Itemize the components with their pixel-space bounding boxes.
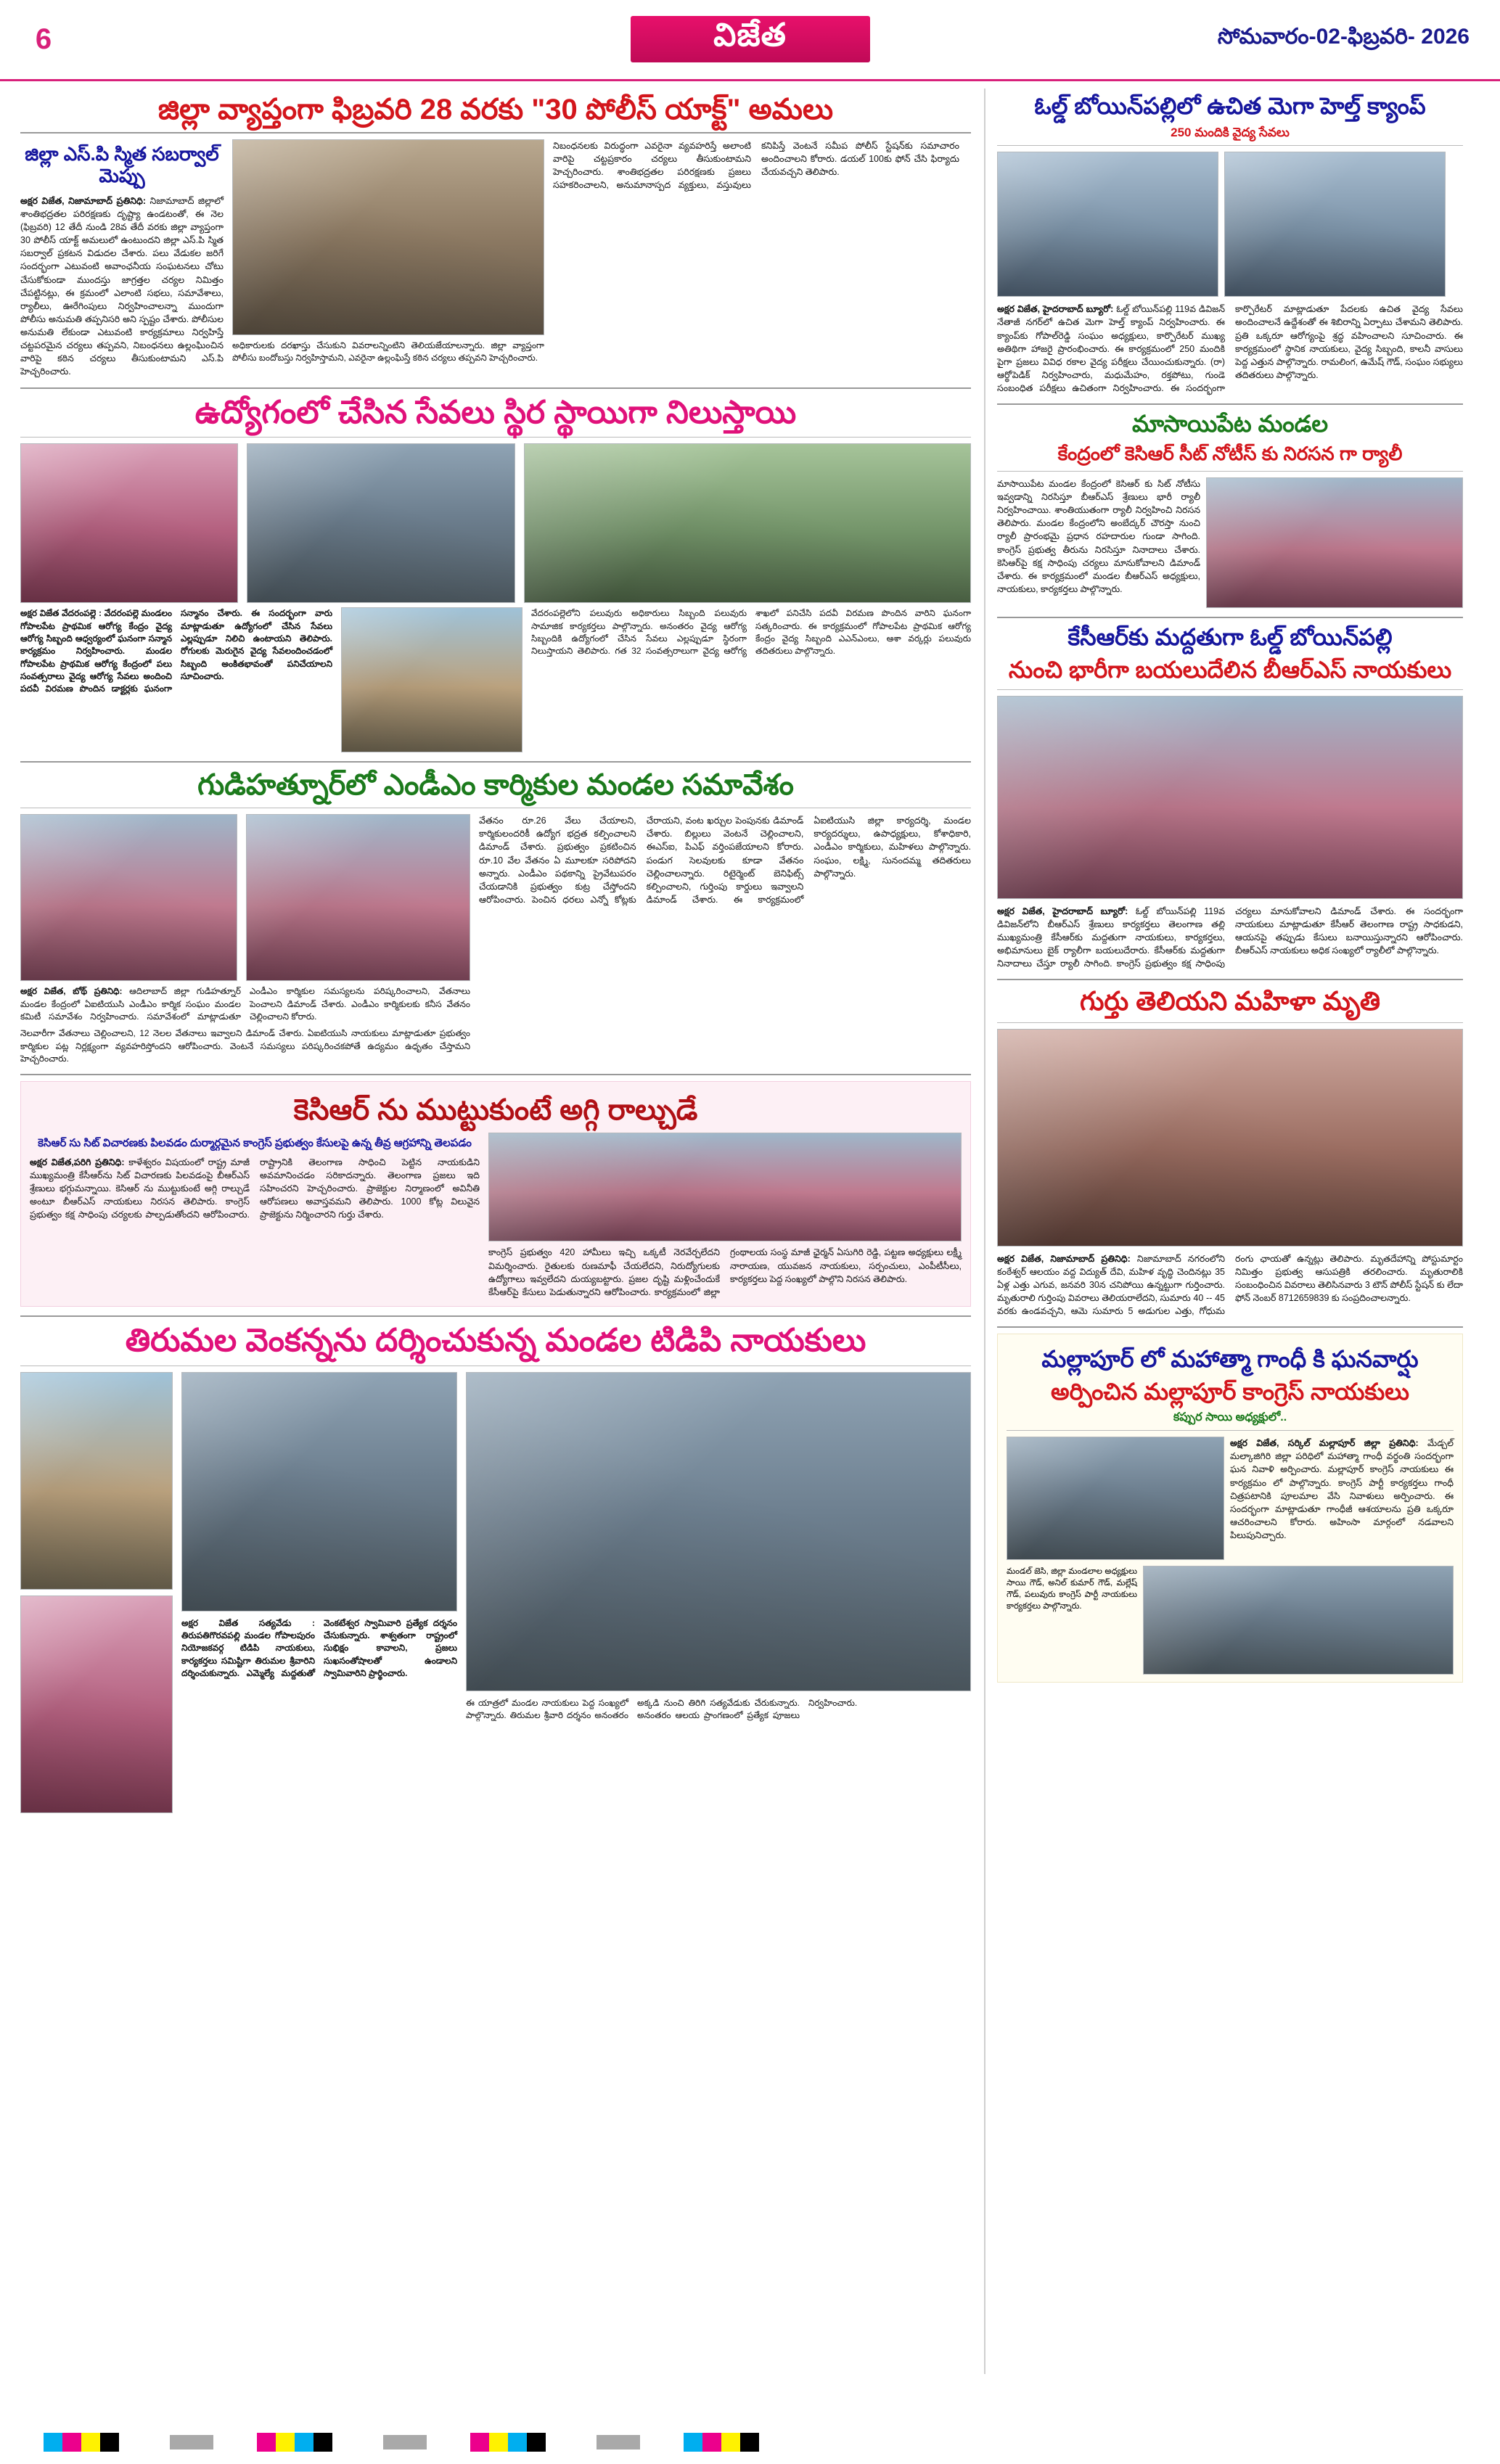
- story-kcr-protest-headline: కెసిఆర్ ను ముట్టుకుంటే అగ్గి రాల్చుడే: [293, 1094, 698, 1127]
- story-health-camp-text: [997, 303, 1463, 395]
- story-police-act-headline: జిల్లా వ్యాప్తంగా ఫిబ్రవరి 28 వరకు "30 పోలీస్ యాక్ట్" అమలు: [157, 94, 834, 126]
- story-service-honour-caption-left: [20, 607, 332, 752]
- story-service-honour-caption-left-text: అక్షర విజేత వేదరంపల్లె : వేదరంపల్లె మండలం గోపాలపేట ప్రాథమిక ఆరోగ్య కేంద్రం వైద్య ఆరోగ్య సిబ్బంది ఆధ్వర్యంలో ఘనంగా సన్మాన కార్యక్రమం నిర్వహించారు. మండల గోపాలపేట ప్రాథమిక ఆరోగ్య కేంద్రంలో పలు సంవత్సరాలు వైద్య ఆరోగ్య సేవలు అందించి పదవీ విరమణ పొందిన డాక్టర్లకు ఘనంగా సన్మానం చేశారు. ఈ సందర్భంగా వారు మాట్లాడుతూ ఉద్యోగంలో చేసిన సేవలు ఎల్లప్పుడూ నిలిచి ఉంటాయని తెలిపారు. రోగులకు మెరుగైన వైద్య సేవలందించడంలో సిబ్బంది అంకితభావంతో పనిచేయాలని సూచించారు.: [20, 608, 332, 694]
- color-swatch: [470, 2433, 489, 2452]
- color-swatch: [508, 2433, 527, 2452]
- story-gandhi-photo-2: [1143, 1566, 1454, 1675]
- story-kcr-protest-photo: [488, 1133, 962, 1241]
- story-tirumala-tdp: [20, 1323, 971, 1813]
- right-column: [984, 89, 1463, 2374]
- story-unknown-woman-headline: గుర్తు తెలియని మహిళా మృతి: [1079, 986, 1381, 1017]
- left-column: [20, 89, 971, 2374]
- story-police-act-body1: నిజామాబాద్ జిల్లాలో శాంతిభద్రతల పరిరక్షణకు దృష్ట్యా ఉండటంతో, ఈ నెల (ఫిబ్రవరి) 12 తేదీ నుండి 28వ తేదీ వరకు జిల్లా వ్యాప్తంగా 30 పోలీస్ యాక్ట్ అమలులో ఉంటుందని జిల్లా ఎస్.పి స్మిత సబర్వాల్ ప్రకటన విడుదల చేశారు. పలు వేడుకల జరిగే సందర్భంగా ఎటువంటి అవాంఛనీయ సంఘటనలు చోటు చేసుకోకుండా ముందస్తు జాగ్రత్తల చర్యల నిమిత్తం చేపట్టినట్లు, ఈ క్రమంలో ఎలాంటి సభలు, సమావేశాలు, ర్యాలీలు, ఊరేగింపులు నిర్వహించాలన్నా ముందుగా పోలీసు అనుమతి తప్పనిసరి అని స్పష్టం చేశారు. పోలీసుల అనుమతి లేకుండా ఎటువంటి కార్యక్రమాలు నిర్వహిస్తే చట్టపరమైన చర్యలు తప్పవని, నిబంధనలు ఉల్లంఘించిన వారిపై కఠిన చర్యలు తీసుకుంటామని ఎస్.పి హెచ్చరించారు.: [20, 195, 224, 377]
- story-masaipet-rally: [997, 411, 1463, 608]
- grey-marker-1: [170, 2435, 213, 2449]
- color-swatch: [740, 2433, 759, 2452]
- story-mdm-byline: అక్షర విజేత, బోథ్ ప్రతినిధి:: [20, 986, 123, 997]
- swatch-group-3: [470, 2433, 546, 2452]
- story-unknown-woman-text: [997, 1252, 1463, 1318]
- logo-text: విజేత: [631, 16, 870, 62]
- page-body: [0, 81, 1500, 2374]
- story-kcr-protest-text-left: [30, 1156, 480, 1222]
- story-service-honour: [20, 395, 971, 753]
- issue-date: సోమవారం-02-ఫిబ్రవరి- 2026: [1217, 25, 1470, 49]
- grey-marker-3: [597, 2435, 640, 2449]
- story-tirumala-caption-1-text: అక్షర విజేత సత్యవేడు : తిరుపతిగొరవపల్లి మండల గోపాలపురం నియోజకవర్గ టిడిపి నాయకులు, కార్యకర్తలు సమిష్టిగా తిరుమల శ్రీవారిని దర్శించుకున్నారు. ఎమ్మెల్యే మద్దతుతో వెంకటేశ్వర స్వామివారి ప్రత్యేక దర్శనం చేసుకున్నారు. శాశ్వతంగా రాష్ట్రంలో సుభిక్షం కావాలని, ప్రజలు సుఖసంతోషాలతో ఉండాలని స్వామివారిని ప్రార్థించారు.: [181, 1617, 457, 1679]
- story-kcr-protest-col2: రాష్ట్రానికి తెలంగాణ సాధించి పెట్టిన నాయకుడిని అవమానించడం సరికాదన్నారు. తెలంగాణ ప్రజలు ఇది సహించరని హెచ్చరించారు. ప్రాజెక్టుల నిర్మాణంలో అవినీతి ఆరోపణలు అవాస్తవమని తెలిపారు. 1000 కోట్ల విలువైన ప్రాజెక్టును నిర్మించారని గుర్తు చేశారు.: [260, 1157, 480, 1220]
- story-health-camp-byline: అక్షర విజేత, హైదరాబాద్ బ్యూరో:: [997, 304, 1114, 315]
- color-swatch: [684, 2433, 702, 2452]
- story-police-act-subhead: జిల్లా ఎస్.పి స్మిత సబర్వాల్ మెప్పు: [25, 143, 219, 186]
- story-gandhi-body: మేడ్చల్ మల్కాజిగిరి జిల్లా పరిధిలో మహాత్మా గాంధీ వర్థంతి సందర్భంగా ఘన నివాళి అర్పించారు. మల్లాపూర్ కాంగ్రెస్ నాయకులు ఈ కార్యక్రమం లో పాల్గొన్నారు. కాంగ్రెస్ పార్టీ కార్యకర్తలు గాంధీ చిత్రపటానికి పూలమాల వేసి నివాళులు అర్పించారు. ఈ సందర్భంగా మాట్లాడుతూ గాంధీజీ ఆశయాలను ప్రతి ఒక్కరూ ఆచరించాలని కోరారు. అహింసా మార్గంలో నడవాలని పిలుపునిచ్చారు.: [1230, 1438, 1454, 1540]
- story-gandhi-tail-text: మండల్ జెసి, జిల్లా మండలాల అధ్యక్షులు సాయి గౌడ్, అనిల్ కుమార్ గౌడ్, మల్లేష్ గౌడ్, పలువురు కాంగ్రెస్ పార్టీ నాయకులు కార్యకర్తలు పాల్గొన్నారు.: [1007, 1567, 1137, 1611]
- story-health-camp-photo-1: [997, 152, 1218, 297]
- story-tirumala-photo-1: [20, 1372, 173, 1590]
- story-service-honour-headline: ఉద్యోగంలో చేసిన సేవలు స్థిర స్థాయిగా నిలుస్తాయి: [194, 394, 797, 430]
- story-mdm-photo-1: [20, 814, 237, 981]
- color-swatch: [62, 2433, 81, 2452]
- story-health-camp-photo-2: [1224, 152, 1446, 297]
- color-swatch: [721, 2433, 740, 2452]
- story-service-honour-photo-4: [341, 607, 522, 752]
- story-police-act-photo: [232, 139, 544, 335]
- story-tirumala-caption-2: ఈ యాత్రలో మండల నాయకులు పెద్ద సంఖ్యలో పాల్గొన్నారు. తిరుమల శ్రీవారి దర్శనం అనంతరం అక్కడి నుంచి తిరిగి సత్యవేడుకు చేరుకున్నారు. అనంతరం ఆలయ ప్రాంగణంలో ప్రత్యేక పూజలు నిర్వహించారు.: [466, 1697, 858, 1720]
- swatch-group-1: [44, 2433, 119, 2452]
- story-masaipet-photo: [1206, 477, 1463, 608]
- story-mdm-col2: నెలవారీగా వేతనాలు చెల్లించాలని, 12 నెలల వేతనాలు ఇవ్వాలని డిమాండ్ చేశారు. ఏఐటియుసి నాయకులు మాట్లాడుతూ ప్రభుత్వం కార్మికుల పట్ల నిర్లక్ష్యంగా వ్యవహరిస్తోందని ఆరోపించారు. వెంటనే సమస్యలు పరిష్కరించకపోతే ఉద్యమం ఉధృతం చేస్తామని హెచ్చరించారు.: [20, 1028, 470, 1064]
- story-tirumala-photo-3: [181, 1372, 457, 1611]
- story-service-honour-caption-right: వేదరంపల్లెలోని పలువురు అధికారులు సిబ్బంది పలువురు సామాజిక కార్యకర్తలు పాల్గొన్నారు. అనంతరం వైద్య ఆరోగ్య సిబ్బందికి ఉద్యోగంలో చేసిన సేవలు ఎల్లప్పుడూ స్థిరంగా నిలుస్తాయని తెలిపారు. గత 32 సంవత్సరాలుగా వైద్య ఆరోగ్య శాఖలో పనిచేసి పదవీ విరమణ పొందిన వారిని ఘనంగా సత్కరించారు. ఈ కార్యక్రమంలో గోపాలపేట ప్రాథమిక ఆరోగ్య కేంద్రం వైద్య సిబ్బంది ఎఎన్ఎంలు, ఆశా వర్కర్లు పలువురు తదితరులు పాల్గొన్నారు.: [531, 608, 971, 657]
- story-brs-rally-headline-2: నుంచి భారీగా బయలుదేలిన బీఆర్ఎస్ నాయకులు: [1008, 656, 1452, 683]
- story-gandhi-subhead: కప్పుర సాయి అధ్యక్షులో..: [1173, 1410, 1287, 1424]
- story-service-honour-photo-2: [247, 443, 515, 603]
- story-kcr-protest-col1: కాళేశ్వరం విషయంలో రాష్ట్ర మాజీ ముఖ్యమంత్రి కేసీఆర్‌ను సిట్ విచారణకు పిలవడంపై బీఆర్ఎస్ శ్రేణులు భగ్గుమన్నాయి. కెసిఆర్ ను ముట్టుకుంటే అగ్గి రాల్చుడే అంటూ బీఆర్ఎస్ నాయకులు నిరసన తెలిపారు. కాంగ్రెస్ ప్రభుత్వం కక్ష సాధింపు చర్యలకు పాల్పడుతోందని ఆరోపించారు.: [30, 1157, 250, 1220]
- color-swatch: [276, 2433, 295, 2452]
- story-police-act: [20, 93, 971, 379]
- story-gandhi-tribute: [997, 1334, 1463, 1683]
- story-mdm-meeting-headline: గుడిహత్నూర్‌లో ఎండీఎం కార్మికుల మండల సమావేశం: [197, 769, 794, 802]
- color-swatch: [257, 2433, 276, 2452]
- story-unknown-woman-death: [997, 986, 1463, 1318]
- color-swatch: [702, 2433, 721, 2452]
- story-tirumala-photo-4: [466, 1372, 971, 1691]
- story-masaipet-body: మాసాయిపేట మండల కేంద్రంలో కెసిఆర్ కు సిట్ నోటీసు ఇవ్వడాన్ని నిరసిస్తూ బీఆర్ఎస్ శ్రేణులు భారీ ర్యాలీ నిర్వహించాయి. శాంతియుతంగా ర్యాలీ నిర్వహించి నిరసన తెలిపారు. మండల కేంద్రంలోని అంబేద్కర్ చౌరస్తా నుంచి ర్యాలీ ప్రారంభమై ప్రధాన రహదారుల గుండా సాగింది. కాంగ్రెస్ ప్రభుత్వ తీరును నిరసిస్తూ నినాదాలు చేశారు. కెసిఆర్‌పై కక్ష సాధింపు చర్యలు మానుకోవాలని డిమాండ్ చేశారు. ఈ కార్యక్రమంలో మండల బీఆర్ఎస్ అధ్యక్షులు, నాయకులు, కార్యకర్తలు పాల్గొన్నారు.: [997, 478, 1200, 594]
- story-gandhi-text: [1230, 1437, 1454, 1560]
- story-service-honour-photo-1: [20, 443, 238, 603]
- newspaper-logo: [627, 6, 874, 73]
- color-swatch: [295, 2433, 313, 2452]
- color-swatch: [489, 2433, 508, 2452]
- color-swatch: [527, 2433, 546, 2452]
- story-health-camp-headline: ఓల్డ్ బోయిన్‌పల్లిలో ఉచిత మెగా హెల్త్ క్యాంప్: [1034, 93, 1426, 119]
- color-swatch: [100, 2433, 119, 2452]
- story-kcr-protest-byline: అక్షర విజేత,పరిగి ప్రతినిధి:: [30, 1157, 125, 1167]
- story-kcr-protest: [20, 1081, 971, 1307]
- story-unknown-woman-body: నిజామాబాద్ నగరంలోని కంఠేశ్వర్ ఆలయం వద్ద విద్యుత్ దేవి, మహిళ వృద్ధి చెందినట్లు 35 ఏళ్ల ఎత్తు ఎగువ, జనవరి 30న చనిపోయి ఉన్నట్టుగా గుర్తించారు. మృతురాలి గుర్తింపు వివరాలు తెలియరాలేదని, సుమారు 40 -- 45 వరకు ఉండవచ్చని, ఆమె సుమారు 5 అడుగుల ఎత్తు, గోధుమ రంగు ఛాయతో ఉన్నట్లు తెలిపారు. మృతదేహాన్ని పోస్టుమార్టం నిమిత్తం ప్రభుత్వ ఆసుపత్రికి తరలించారు. మృతురాలికి సంబంధించిన వివరాలు తెలిసినవారు 3 టౌన్ పోలీస్ స్టేషన్ కు లేదా ఫోన్ నెంబర్ 8712659839 కు సంప్రదించాలన్నారు.: [997, 1253, 1463, 1317]
- story-gandhi-headline-1: మల్లాపూర్ లో మహాత్మా గాంధీ కి ఘనవార్షు: [1041, 1346, 1419, 1373]
- story-mdm-col3: వేతనం రూ.26 వేలు చేయాలని, కార్మికులందరికీ ఉద్యోగ భద్రత కల్పించాలని డిమాండ్ చేశారు. ప్రభుత్వం ప్రకటించిన రూ.10 వేల వేతనం ఏ మూలకూ సరిపోదని అన్నారు. ఎండీఎం పథకాన్ని ప్రైవేటుపరం చేయడానికి ప్రభుత్వం కుట్ర చేస్తోందని ఆరోపించారు. పెంచిన ధరలు ఎన్నో కోట్లకు చేరాయని, వంట ఖర్చుల పెంపునకు డిమాండ్ చేశారు.: [479, 816, 804, 905]
- story-police-act-byline: అక్షర విజేత, నిజామాబాద్ ప్రతినిధి:: [20, 195, 146, 206]
- story-brs-rally-photo: [997, 696, 1463, 899]
- story-brs-rally-byline: అక్షర విజేత, హైదరాబాద్ బ్యూరో:: [997, 905, 1128, 916]
- story-mdm-caption: [20, 985, 470, 1023]
- story-police-act-caption: అధికారులకు దరఖాస్తు చేసుకుని వివరాలన్నింటిని తెలియజేయాలన్నారు. జిల్లా వ్యాప్తంగా పోలీసు బందోబస్తు నిర్వహిస్తామని, ఎవరైనా ఉల్లంఘిస్తే కఠిన చర్యలు తప్పవని హెచ్చరించారు.: [232, 340, 544, 364]
- story-kcr-protest-col3: కాంగ్రెస్ ప్రభుత్వం 420 హామీలు ఇచ్చి ఒక్కటీ నెరవేర్చలేదని విమర్శించారు. రైతులకు రుణమాఫీ చేయలేదని, నిరుద్యోగులకు ఉద్యోగాలు ఇవ్వలేదని దుయ్యబట్టారు. ప్రజల దృష్టి మళ్లించేందుకే కేసీఆర్‌పై కేసులు పెడుతున్నారని ఆరోపించారు.: [488, 1247, 720, 1297]
- color-swatch: [313, 2433, 332, 2452]
- masthead: [0, 0, 1500, 81]
- swatch-group-2: [257, 2433, 332, 2452]
- story-tirumala-caption-1: [181, 1617, 457, 1680]
- story-police-act-text-col2: నిబంధనలకు విరుద్ధంగా ఎవరైనా వ్యవహరిస్తే అలాంటి వారిపై చట్టప్రకారం చర్యలు తీసుకుంటామని హెచ్చరించారు. శాంతిభద్రతల పరిరక్షణకు ప్రజలు సహకరించాలని, అనుమానాస్పద వ్యక్తులు, వస్తువులు కనిపిస్తే వెంటనే సమీప పోలీస్ స్టేషన్‌కు సమాచారం అందించాలని కోరారు. డయల్ 100కు ఫోన్ చేసి ఫిర్యాదు చేయవచ్చని తెలిపారు.: [553, 141, 959, 191]
- story-kcr-protest-col4: కార్యక్రమంలో జిల్లా గ్రంథాలయ సంస్థ మాజీ ఛైర్మన్ ఏసుగిరి రెడ్డి, పట్టణ అధ్యక్షులు లక్ష్మీ నారాయణ, యువజన నాయకులు, సర్పంచులు, ఎంపీటీసీలు, కార్యకర్తలు పెద్ద సంఖ్యలో పాల్గొని నిరసన తెలిపారు.: [654, 1247, 962, 1297]
- story-gandhi-photo-1: [1007, 1437, 1224, 1560]
- story-tirumala-tdp-headline: తిరుమల వెంకన్నను దర్శించుకున్న మండల టిడిపి నాయకులు: [125, 1322, 866, 1358]
- swatch-group-4: [684, 2433, 759, 2452]
- page-number: 6: [35, 23, 52, 55]
- story-mdm-meeting: [20, 768, 971, 1065]
- story-mdm-col4: బిల్లులు వెంటనే చెల్లించాలని, ఈఎస్ఐ, పిఎఫ్ వర్తింపజేయాలని కోరారు. పండుగ సెలవులకు కూడా వేతనం చెల్లించాలన్నారు. రిటైర్మెంట్ బెనిఫిట్స్ కల్పించాలని, గుర్తింపు కార్డులు ఇవ్వాలని డిమాండ్ చేశారు.: [646, 829, 804, 905]
- story-kcr-protest-text-right: [488, 1246, 962, 1299]
- story-mdm-right-text: [479, 814, 971, 1065]
- story-gandhi-byline: అక్షర విజేత, సర్కిల్ మల్లాపూర్ జిల్లా ప్రతినిధి:: [1230, 1438, 1419, 1449]
- story-unknown-woman-byline: అక్షర విజేత, నిజామాబాద్ ప్రతినిధి:: [997, 1253, 1131, 1264]
- story-health-camp-subhead: 250 మందికి వైద్య సేవలు: [1171, 125, 1290, 139]
- story-mdm-col1: ఆదిలాబాద్ జిల్లా గుడిహత్నూర్ మండల కేంద్రంలో ఏఐటియుసి ఎండీఎం కార్మిక సంఘం మండల కమిటీ సమావేశం నిర్వహించారు. సమావేశంలో మాట్లాడుతూ ఎండీఎం కార్మికుల సమస్యలను పరిష్కరించాలని, వేతనాలు పెంచాలని డిమాండ్ చేశారు. ఎండీఎం కార్మికులకు కనీస వేతనం చెల్లించాలని కోరారు.: [20, 986, 470, 1022]
- story-mdm-col5: ఈ కార్యక్రమంలో ఏఐటియుసి జిల్లా కార్యదర్శి, మండల కార్యదర్శులు, ఉపాధ్యక్షులు, కోశాధికారి, ఎండీఎం కార్మికులు, మహిళలు పాల్గొన్నారు. సంఘం, లక్ష్మి, సునందమ్మ తదితరులు పాల్గొన్నారు.: [733, 816, 971, 905]
- story-service-honour-photo-3: [524, 443, 971, 603]
- print-registration-bar: [0, 2420, 1500, 2464]
- story-mdm-photo-2: [246, 814, 470, 981]
- story-health-camp: [997, 93, 1463, 395]
- grey-marker-2: [383, 2435, 427, 2449]
- story-brs-rally-text: [997, 905, 1463, 971]
- story-kcr-protest-subhead: కెసిఆర్ సు సిట్ విచారణకు పిలవడం దుర్మార్గమైన కాంగ్రెస్ ప్రభుత్వం కేసులపై ఉన్న తీవ్ర ఆగ్రహాన్ని తెలపడం: [38, 1137, 472, 1150]
- story-health-camp-body: ఓల్డ్ బోయిన్‌పల్లి 119వ డివిజన్ నేతాజీ నగర్‌లో ఉచిత మెగా హెల్త్ క్యాంప్ నిర్వహించారు. ఈ క్యాంప్‌కు గోపాల్‌రెడ్డి సంఘం అధ్యక్షులు, కార్పొరేటర్ ముఖ్య అతిథిగా హాజరై ప్రారంభించారు. ఈ కార్యక్రమంలో 250 మందికి పైగా ప్రజలు వివిధ రకాల వైద్య పరీక్షలు చేయించుకున్నారు. (రా) ఆర్థోపెడిక్ నిర్వహించారు, మధుమేహం, రక్తపోటు, గుండె సంబంధిత పరీక్షలు ఉచితంగా నిర్వహించారు. ఈ సందర్భంగా కార్పొరేటర్ మాట్లాడుతూ పేదలకు ఉచిత వైద్య సేవలు అందించాలనే ఉద్దేశంతో ఈ శిబిరాన్ని ఏర్పాటు చేశామని తెలిపారు. ప్రతి ఒక్కరూ ఆరోగ్యంపై శ్రద్ధ వహించాలని సూచించారు. ఈ కార్యక్రమంలో స్థానిక నాయకులు, వైద్య సిబ్బంది, కాలనీ వాసులు పెద్ద ఎత్తున పాల్గొన్నారు. రామలింగ, ఉమేష్ గౌడ్, సంఘం సభ్యులు తదితరులు పాల్గొన్నారు.: [997, 304, 1463, 394]
- story-masaipet-headline-2: కేంద్రంలో కెసిఆర్ సీట్ నోటీస్ కు నిరసన గా ర్యాలీ: [1057, 443, 1403, 465]
- story-gandhi-headline-2: అర్పించిన మల్లాపూర్ కాంగ్రెస్ నాయకులు: [1051, 1378, 1409, 1405]
- story-police-act-text-col1: [20, 194, 224, 379]
- story-masaipet-text-left: [997, 477, 1200, 608]
- story-brs-rally-body: ఓల్డ్ బోయిన్‌పల్లి 119వ డివిజన్‌లోని బీఆర్ఎస్ శ్రేణులు కార్యకర్తలు తెలంగాణ తల్లి ముఖ్యమంత్రి కేసీఆర్‌కు మద్దతుగా నాయకులు, కార్యకర్తలు, అభిమానులు బైక్ ర్యాలీగా బయలుదేరారు. కేసీఆర్‌కు మద్దతుగా నినాదాలు చేస్తూ ర్యాలీ సాగింది. కాంగ్రెస్ ప్రభుత్వం కక్ష సాధింపు చర్యలు మానుకోవాలని డిమాండ్ చేశారు. ఈ సందర్భంగా నాయకులు మాట్లాడుతూ కేసీఆర్ తెలంగాణ రాష్ట్ర సాధకుడని, ఆయనపై తప్పుడు కేసులు బనాయిస్తున్నారని ఆరోపించారు. బీఆర్ఎస్ నాయకులు అధిక సంఖ్యలో ర్యాలీలో పాల్గొన్నారు.: [997, 905, 1463, 969]
- story-unknown-woman-photo: [997, 1029, 1463, 1247]
- story-brs-bike-rally: [997, 624, 1463, 970]
- story-brs-rally-headline-1: కేసీఆర్‌కు మద్దతుగా ఓల్డ్ బోయిన్‌పల్లి: [1067, 623, 1393, 650]
- story-tirumala-photo-2: [20, 1596, 173, 1813]
- color-swatch: [81, 2433, 100, 2452]
- color-swatch: [44, 2433, 62, 2452]
- story-masaipet-headline-1: మాసాయిపేట మండల: [1131, 411, 1329, 438]
